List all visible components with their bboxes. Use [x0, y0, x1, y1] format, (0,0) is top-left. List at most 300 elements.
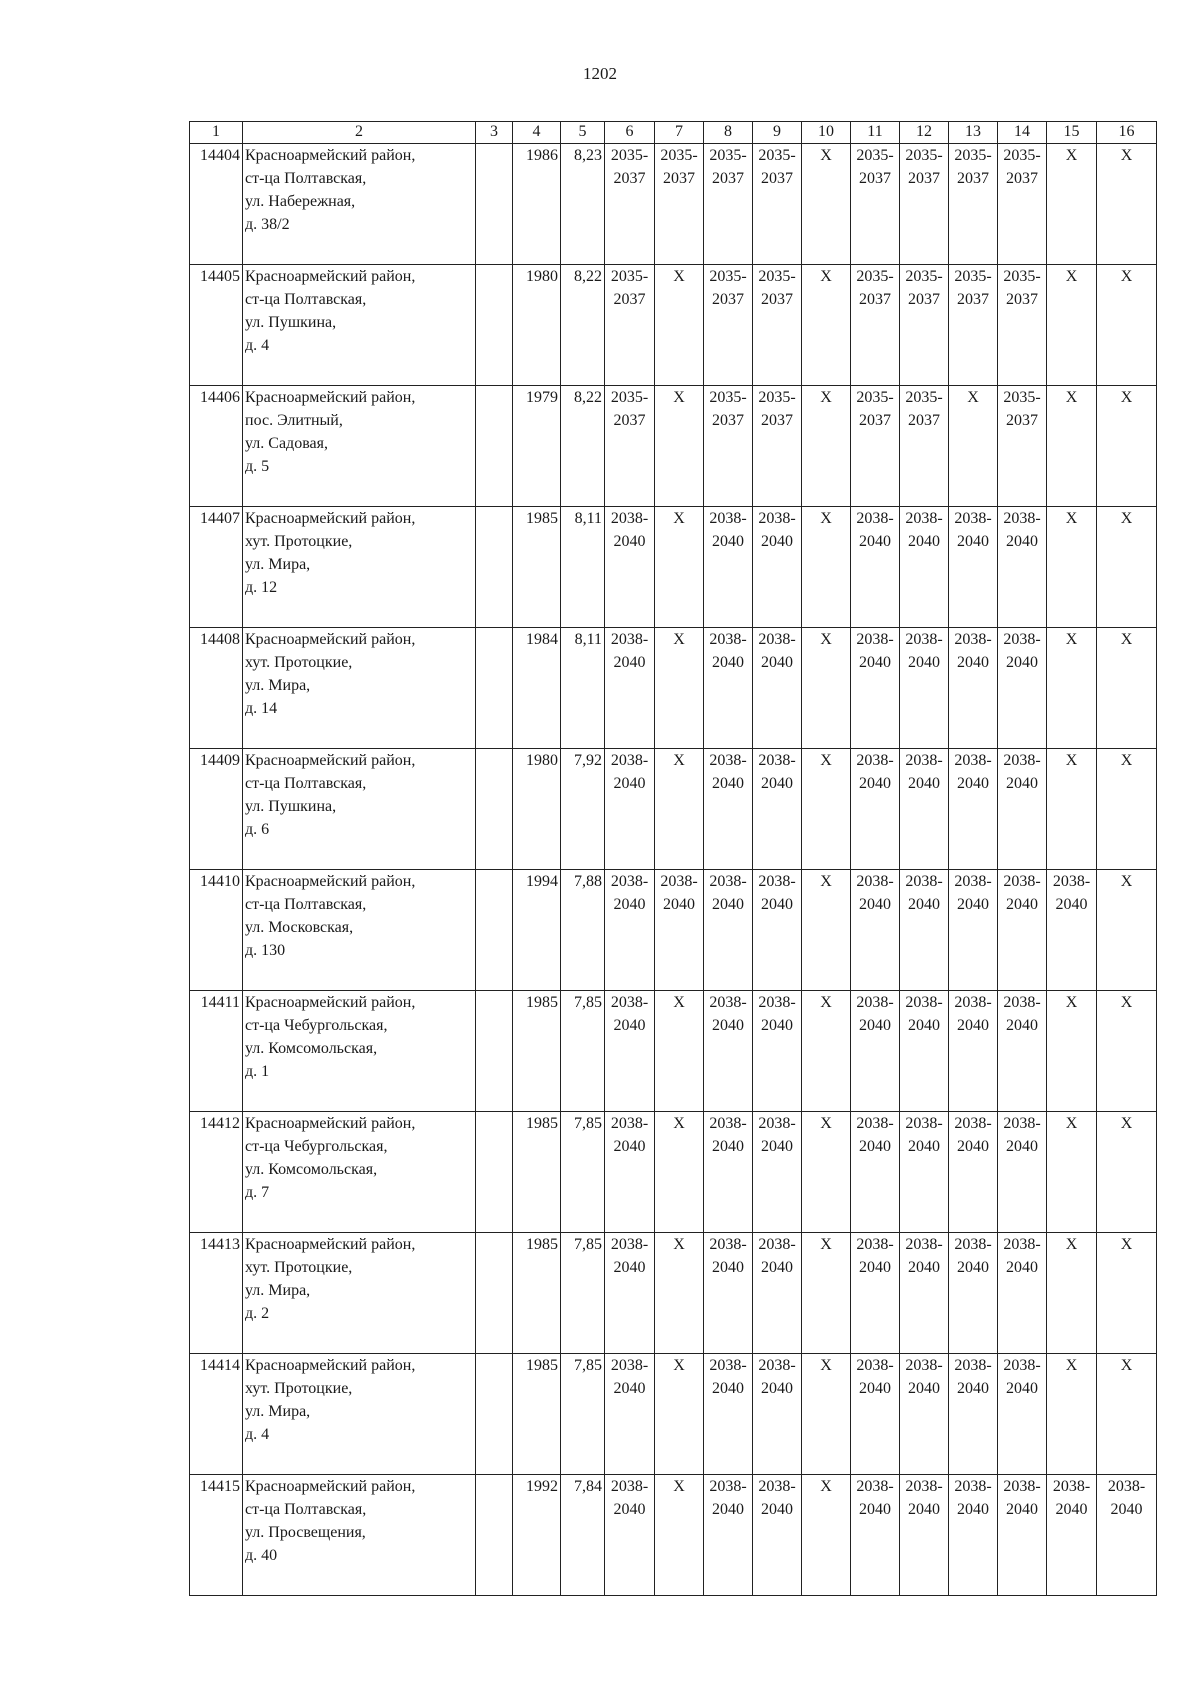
year-range-part: 2038- [610, 994, 649, 1011]
row-value: 8,22 [561, 386, 605, 507]
year-range-part: 2038- [610, 1236, 649, 1253]
cell-c8 [704, 144, 753, 265]
row-year: 1985 [513, 991, 561, 1112]
row-col3 [476, 1233, 513, 1354]
cell-c7: X [655, 1475, 704, 1596]
row-col3 [476, 749, 513, 870]
year-range-part: 2040 [712, 775, 744, 792]
cell-c10: X [802, 144, 851, 265]
row-value: 8,23 [561, 144, 605, 265]
cell-c16: X [1097, 386, 1157, 507]
address-line: Красноармейский район, [245, 1236, 416, 1253]
address-line: д. 6 [245, 821, 270, 838]
year-range-part: 2040 [957, 1259, 989, 1276]
year-range-part: 2038- [905, 994, 943, 1011]
cell-c13 [949, 991, 998, 1112]
year-range-part: 2038- [856, 1236, 894, 1253]
column-header-7: 7 [655, 122, 704, 144]
year-range-part: 2035- [758, 147, 796, 164]
cell-c7: X [655, 507, 704, 628]
cell-c15: X [1047, 628, 1097, 749]
cell-c7: X [655, 1354, 704, 1475]
table-row [190, 1112, 1157, 1233]
row-year: 1980 [513, 749, 561, 870]
row-address [243, 870, 476, 991]
cell-c11 [851, 991, 900, 1112]
cell-c15: X [1047, 144, 1097, 265]
cell-c16: X [1097, 628, 1157, 749]
cell-c14 [998, 507, 1047, 628]
year-range-part: 2038- [709, 631, 747, 648]
cell-c15: X [1047, 991, 1097, 1112]
year-range-part: 2038- [905, 1357, 943, 1374]
year-range-part: 2038- [905, 1115, 943, 1132]
cell-c13 [949, 144, 998, 265]
cell-c15: X [1047, 507, 1097, 628]
year-range-part: 2038- [1003, 631, 1041, 648]
cell-c16: X [1097, 144, 1157, 265]
row-value: 7,85 [561, 1233, 605, 1354]
cell-c10: X [802, 386, 851, 507]
address-line: хут. Протоцкие, [245, 1259, 353, 1276]
cell-c8 [704, 1475, 753, 1596]
row-year: 1992 [513, 1475, 561, 1596]
cell-c16: X [1097, 749, 1157, 870]
year-range-part: 2035- [660, 147, 698, 164]
year-range-part: 2035- [905, 147, 943, 164]
year-range-part: 2040 [859, 1501, 891, 1518]
year-range-part: 2038- [610, 631, 649, 648]
cell-c14 [998, 1354, 1047, 1475]
cell-c11 [851, 386, 900, 507]
year-range-part: 2040 [1055, 1501, 1088, 1518]
row-address [243, 1233, 476, 1354]
year-range-part: 2037 [1006, 412, 1038, 429]
cell-c11 [851, 1233, 900, 1354]
row-address [243, 1354, 476, 1475]
cell-c9 [753, 870, 802, 991]
column-header-8: 8 [704, 122, 753, 144]
cell-c10: X [802, 1233, 851, 1354]
row-address [243, 144, 476, 265]
cell-c16: X [1097, 265, 1157, 386]
table-body [190, 144, 1157, 1596]
address-line: д. 5 [245, 458, 270, 475]
cell-c13 [949, 1475, 998, 1596]
row-value: 8,11 [561, 507, 605, 628]
cell-c9 [753, 507, 802, 628]
row-address [243, 628, 476, 749]
year-range-part: 2035- [1003, 389, 1041, 406]
year-range-part: 2035- [954, 147, 992, 164]
year-range-part: 2035- [954, 268, 992, 285]
cell-c14 [998, 628, 1047, 749]
cell-c15: X [1047, 1233, 1097, 1354]
cell-c14 [998, 144, 1047, 265]
cell-c16: X [1097, 1354, 1157, 1475]
cell-c15: X [1047, 265, 1097, 386]
row-id: 14415 [190, 1475, 243, 1596]
year-range-part: 2037 [663, 170, 695, 187]
cell-c6 [605, 628, 655, 749]
year-range-part: 2040 [859, 1380, 891, 1397]
year-range-part: 2038- [954, 873, 992, 890]
cell-c12 [900, 507, 949, 628]
cell-c14 [998, 991, 1047, 1112]
year-range-part: 2040 [859, 654, 891, 671]
address-line: ул. Просвещения, [245, 1524, 366, 1541]
year-range-part: 2038- [856, 1357, 894, 1374]
year-range-part: 2040 [613, 1380, 646, 1397]
year-range-part: 2038- [709, 510, 747, 527]
cell-c8 [704, 1233, 753, 1354]
year-range-part: 2037 [859, 170, 891, 187]
year-range-part: 2035- [758, 268, 796, 285]
row-col3 [476, 628, 513, 749]
address-line: ст-ца Полтавская, [245, 775, 367, 792]
year-range-part: 2035- [905, 389, 943, 406]
year-range-part: 2035- [856, 147, 894, 164]
row-col3 [476, 144, 513, 265]
year-range-part: 2038- [954, 1115, 992, 1132]
cell-c11 [851, 1354, 900, 1475]
row-year: 1986 [513, 144, 561, 265]
address-line: д. 38/2 [245, 216, 290, 233]
cell-c15: X [1047, 749, 1097, 870]
year-range-part: 2037 [908, 170, 940, 187]
year-range-part: 2038- [758, 1478, 796, 1495]
row-id: 14408 [190, 628, 243, 749]
cell-c13 [949, 1354, 998, 1475]
address-line: Красноармейский район, [245, 1115, 416, 1132]
year-range-part: 2040 [613, 654, 646, 671]
column-header-5: 5 [561, 122, 605, 144]
table-row [190, 265, 1157, 386]
cell-c14 [998, 870, 1047, 991]
year-range-part: 2040 [908, 1501, 940, 1518]
year-range-part: 2040 [761, 533, 793, 550]
address-line: хут. Протоцкие, [245, 1380, 353, 1397]
cell-c10: X [802, 507, 851, 628]
year-range-part: 2038- [610, 1115, 649, 1132]
year-range-part: 2038- [905, 510, 943, 527]
year-range-part: 2040 [712, 1380, 744, 1397]
column-header-11: 11 [851, 122, 900, 144]
year-range-part: 2035- [856, 389, 894, 406]
address-line: Красноармейский район, [245, 147, 416, 164]
year-range-part: 2040 [957, 1138, 989, 1155]
cell-c8 [704, 507, 753, 628]
cell-c14 [998, 265, 1047, 386]
year-range-part: 2037 [613, 170, 646, 187]
year-range-part: 2040 [908, 1380, 940, 1397]
year-range-part: 2038- [856, 1478, 894, 1495]
cell-c13 [949, 507, 998, 628]
row-id: 14407 [190, 507, 243, 628]
cell-c9 [753, 628, 802, 749]
row-id: 14412 [190, 1112, 243, 1233]
cell-c15: X [1047, 1354, 1097, 1475]
row-value: 7,85 [561, 991, 605, 1112]
cell-c7: X [655, 386, 704, 507]
table-row [190, 386, 1157, 507]
cell-c7: X [655, 1112, 704, 1233]
cell-c9 [753, 1475, 802, 1596]
year-range-part: 2040 [859, 1017, 891, 1034]
address-line: Красноармейский район, [245, 873, 416, 890]
row-value: 7,85 [561, 1354, 605, 1475]
year-range-part: 2037 [712, 412, 744, 429]
year-range-part: 2038- [1003, 1236, 1041, 1253]
cell-c8 [704, 1112, 753, 1233]
row-col3 [476, 991, 513, 1112]
year-range-part: 2037 [761, 412, 793, 429]
year-range-part: 2037 [712, 170, 744, 187]
cell-c12 [900, 1233, 949, 1354]
table-row [190, 749, 1157, 870]
year-range-part: 2038- [905, 873, 943, 890]
address-line: ул. Пушкина, [245, 798, 337, 815]
year-range-part: 2038- [856, 1115, 894, 1132]
year-range-part: 2035- [610, 389, 649, 406]
year-range-part: 2038- [709, 1478, 747, 1495]
table-row [190, 507, 1157, 628]
year-range-part: 2040 [613, 1259, 646, 1276]
row-address [243, 1475, 476, 1596]
address-line: ст-ца Полтавская, [245, 170, 367, 187]
column-header-15: 15 [1047, 122, 1097, 144]
table-row [190, 870, 1157, 991]
cell-c6 [605, 1112, 655, 1233]
year-range-part: 2040 [712, 1501, 744, 1518]
row-value: 7,92 [561, 749, 605, 870]
year-range-part: 2038- [856, 873, 894, 890]
row-value: 8,11 [561, 628, 605, 749]
cell-c13 [949, 1233, 998, 1354]
year-range-part: 2038- [610, 1357, 649, 1374]
address-line: ул. Садовая, [245, 435, 328, 452]
cell-c14 [998, 1112, 1047, 1233]
year-range-part: 2037 [957, 291, 989, 308]
year-range-part: 2038- [758, 1115, 796, 1132]
address-line: пос. Элитный, [245, 412, 343, 429]
cell-c9 [753, 1354, 802, 1475]
year-range-part: 2040 [712, 533, 744, 550]
cell-c8 [704, 265, 753, 386]
year-range-part: 2038- [1052, 1478, 1091, 1495]
cell-c10: X [802, 1354, 851, 1475]
address-line: д. 14 [245, 700, 278, 717]
cell-c9 [753, 1233, 802, 1354]
row-year: 1994 [513, 870, 561, 991]
cell-c8 [704, 1354, 753, 1475]
address-line: ул. Комсомольская, [245, 1040, 378, 1057]
year-range-part: 2038- [954, 994, 992, 1011]
year-range-part: 2040 [712, 896, 744, 913]
cell-c10: X [802, 749, 851, 870]
column-header-3: 3 [476, 122, 513, 144]
cell-c10: X [802, 870, 851, 991]
year-range-part: 2037 [712, 291, 744, 308]
year-range-part: 2038- [856, 631, 894, 648]
year-range-part: 2040 [908, 654, 940, 671]
table-row [190, 1233, 1157, 1354]
row-id: 14404 [190, 144, 243, 265]
row-year: 1985 [513, 1354, 561, 1475]
year-range-part: 2035- [709, 147, 747, 164]
year-range-part: 2035- [709, 268, 747, 285]
table-row [190, 144, 1157, 265]
address-line: ул. Мира, [245, 1282, 311, 1299]
year-range-part: 2037 [761, 291, 793, 308]
year-range-part: 2038- [1052, 873, 1091, 890]
year-range-part: 2040 [957, 1501, 989, 1518]
address-line: ул. Мира, [245, 556, 311, 573]
column-header-10: 10 [802, 122, 851, 144]
year-range-part: 2040 [859, 896, 891, 913]
year-range-part: 2040 [761, 1138, 793, 1155]
year-range-part: 2038- [709, 752, 747, 769]
address-line: Красноармейский район, [245, 1357, 416, 1374]
row-address [243, 507, 476, 628]
year-range-part: 2040 [957, 775, 989, 792]
year-range-part: 2040 [908, 1259, 940, 1276]
year-range-part: 2038- [709, 994, 747, 1011]
cell-c8 [704, 991, 753, 1112]
cell-c10: X [802, 991, 851, 1112]
year-range-part: 2035- [610, 268, 649, 285]
row-id: 14414 [190, 1354, 243, 1475]
cell-c12 [900, 749, 949, 870]
cell-c11 [851, 265, 900, 386]
cell-c16: X [1097, 1233, 1157, 1354]
address-line: Красноармейский район, [245, 389, 416, 406]
year-range-part: 2038- [709, 1236, 747, 1253]
address-line: ул. Набережная, [245, 193, 356, 210]
year-range-part: 2038- [758, 1236, 796, 1253]
cell-c6 [605, 386, 655, 507]
row-address [243, 991, 476, 1112]
row-address [243, 1112, 476, 1233]
year-range-part: 2040 [712, 1017, 744, 1034]
cell-c8 [704, 628, 753, 749]
year-range-part: 2035- [905, 268, 943, 285]
header-row [190, 122, 1157, 144]
address-line: ул. Московская, [245, 919, 354, 936]
address-line: Красноармейский район, [245, 631, 416, 648]
cell-c12 [900, 265, 949, 386]
year-range-part: 2040 [613, 1138, 646, 1155]
address-line: ст-ца Полтавская, [245, 291, 367, 308]
address-line: Красноармейский район, [245, 1478, 416, 1495]
row-value: 7,88 [561, 870, 605, 991]
cell-c11 [851, 144, 900, 265]
address-line: хут. Протоцкие, [245, 654, 353, 671]
cell-c15: X [1047, 386, 1097, 507]
cell-c13 [949, 628, 998, 749]
year-range-part: 2037 [761, 170, 793, 187]
column-header-13: 13 [949, 122, 998, 144]
cell-c14 [998, 749, 1047, 870]
year-range-part: 2035- [758, 389, 796, 406]
address-line: ул. Мира, [245, 677, 311, 694]
year-range-part: 2035- [1003, 268, 1041, 285]
year-range-part: 2038- [1003, 873, 1041, 890]
cell-c13 [949, 265, 998, 386]
cell-c8 [704, 749, 753, 870]
cell-c15 [1047, 870, 1097, 991]
row-year: 1984 [513, 628, 561, 749]
cell-c11 [851, 870, 900, 991]
cell-c11 [851, 628, 900, 749]
year-range-part: 2040 [663, 896, 695, 913]
year-range-part: 2040 [1006, 1138, 1038, 1155]
row-year: 1980 [513, 265, 561, 386]
address-line: д. 4 [245, 337, 270, 354]
cell-c10: X [802, 1112, 851, 1233]
year-range-part: 2040 [761, 1501, 793, 1518]
year-range-part: 2038- [954, 631, 992, 648]
year-range-part: 2038- [610, 752, 649, 769]
address-line: д. 2 [245, 1305, 270, 1322]
year-range-part: 2038- [905, 1236, 943, 1253]
cell-c6 [605, 1475, 655, 1596]
address-line: д. 1 [245, 1063, 270, 1080]
row-year: 1979 [513, 386, 561, 507]
column-header-14: 14 [998, 122, 1047, 144]
year-range-part: 2040 [859, 1138, 891, 1155]
cell-c7: X [655, 265, 704, 386]
year-range-part: 2040 [761, 896, 793, 913]
row-year: 1985 [513, 1233, 561, 1354]
year-range-part: 2038- [758, 873, 796, 890]
cell-c11 [851, 1475, 900, 1596]
column-header-9: 9 [753, 122, 802, 144]
year-range-part: 2040 [712, 1138, 744, 1155]
year-range-part: 2038- [1003, 1357, 1041, 1374]
year-range-part: 2040 [957, 1017, 989, 1034]
year-range-part: 2040 [1006, 533, 1038, 550]
year-range-part: 2040 [1006, 775, 1038, 792]
row-value: 7,84 [561, 1475, 605, 1596]
table-row [190, 1354, 1157, 1475]
cell-c9 [753, 991, 802, 1112]
cell-c12 [900, 870, 949, 991]
year-range-part: 2040 [957, 896, 989, 913]
row-value: 8,22 [561, 265, 605, 386]
cell-c12 [900, 1112, 949, 1233]
cell-c8 [704, 386, 753, 507]
year-range-part: 2040 [1006, 1017, 1038, 1034]
cell-c6 [605, 749, 655, 870]
year-range-part: 2038- [610, 1478, 649, 1495]
year-range-part: 2038- [954, 1478, 992, 1495]
address-line: хут. Протоцкие, [245, 533, 353, 550]
row-id: 14411 [190, 991, 243, 1112]
cell-c11 [851, 1112, 900, 1233]
cell-c12 [900, 1354, 949, 1475]
year-range-part: 2040 [859, 1259, 891, 1276]
cell-c7 [655, 870, 704, 991]
year-range-part: 2038- [610, 873, 649, 890]
year-range-part: 2038- [856, 994, 894, 1011]
register-table [189, 121, 1157, 1596]
year-range-part: 2040 [908, 775, 940, 792]
row-id: 14413 [190, 1233, 243, 1354]
cell-c7: X [655, 1233, 704, 1354]
year-range-part: 2037 [908, 291, 940, 308]
year-range-part: 2038- [610, 510, 649, 527]
